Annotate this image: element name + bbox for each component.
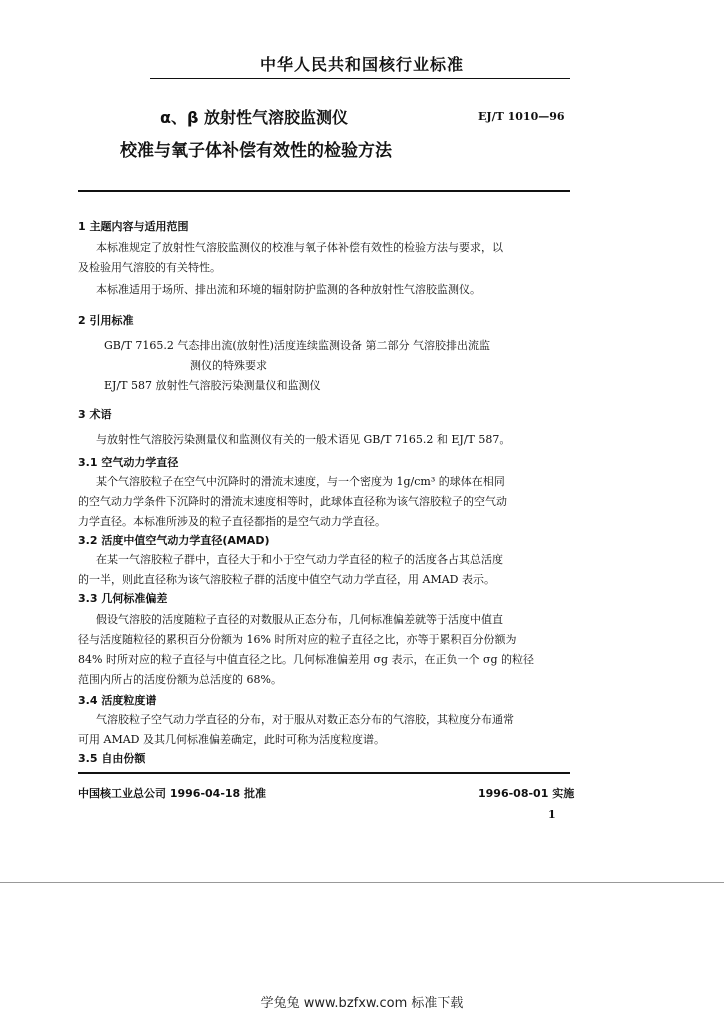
paragraph-line: 本标准适用于场所、排出流和环境的辐射防护监测的各种放射性气溶胶监测仪。 (96, 283, 481, 296)
paragraph-line: 的空气动力学条件下沉降时的滑流末速度相等时，此球体直径称为该气溶胶粒子的空气动 (78, 495, 507, 508)
paragraph-line: 在某一气溶胶粒子群中，直径大于和小于空气动力学直径的粒子的活度各占其总活度 (96, 553, 503, 566)
header-rule (150, 78, 570, 79)
reference-item: EJ/T 587 放射性气溶胶污染测量仪和监测仪 (104, 379, 321, 392)
section-heading-3: 3 术语 (78, 408, 112, 421)
reference-item-cont: 测仪的特殊要求 (190, 359, 267, 372)
reference-item: GB/T 7165.2 气态排出流(放射性)活度连续监测设备 第二部分 气溶胶排出流监 (104, 339, 490, 352)
subsection-heading-3-2: 3.2 活度中值空气动力学直径(AMAD) (78, 534, 270, 547)
page-number: 1 (548, 808, 556, 821)
paragraph-line: 范围内所占的活度份额为总活度的 68%。 (78, 673, 282, 686)
paragraph-line: 假设气溶胶的活度随粒子直径的对数服从正态分布，几何标准偏差就等于活度中值直 (96, 613, 503, 626)
title-rule (78, 190, 570, 192)
paragraph-line: 本标准规定了放射性气溶胶监测仪的校准与氧子体补偿有效性的检验方法与要求，以 (96, 241, 503, 254)
section-heading-1: 1 主题内容与适用范围 (78, 220, 189, 233)
title-line-1: α、β 放射性气溶胶监测仪 (160, 108, 349, 127)
paragraph-line: 与放射性气溶胶污染测量仪和监测仪有关的一般术语见 GB/T 7165.2 和 EJ/T 587。 (96, 433, 511, 446)
standard-code: EJ/T 1010—96 (478, 110, 565, 123)
page-edge-rule (0, 882, 724, 883)
paragraph-line: 可用 AMAD 及其几何标准偏差确定，此时可称为活度粒度谱。 (78, 733, 385, 746)
title-line-2: 校准与氧子体补偿有效性的检验方法 (120, 141, 392, 161)
implementation-date: 1996-08-01 实施 (478, 787, 575, 800)
paragraph-line: 的一半，则此直径称为该气溶胶粒子群的活度中值空气动力学直径，用 AMAD 表示。 (78, 573, 495, 586)
paragraph-line: 某个气溶胶粒子在空气中沉降时的滑流末速度，与一个密度为 1g/cm³ 的球体在相同 (96, 475, 505, 488)
paragraph-line: 力学直径。本标准所涉及的粒子直径都指的是空气动力学直径。 (78, 515, 386, 528)
section-heading-2: 2 引用标准 (78, 314, 134, 327)
paragraph-line: 径与活度随粒径的累积百分份额为 16% 时所对应的粒子直径之比，亦等于累积百分份额为 (78, 633, 517, 646)
approval-date: 中国核工业总公司 1996-04-18 批准 (78, 787, 267, 800)
footer-rule (78, 772, 570, 774)
paragraph-line: 气溶胶粒子空气动力学直径的分布，对于服从对数正态分布的气溶胶，其粒度分布通常 (96, 713, 514, 726)
paragraph-line: 84% 时所对应的粒子直径与中值直径之比。几何标准偏差用 σg 表示，在正负一个 σg 的粒径 (78, 653, 535, 666)
standard-category: 中华人民共和国核行业标准 (259, 55, 464, 74)
subsection-heading-3-5: 3.5 自由份额 (78, 752, 146, 765)
site-watermark: 学兔兔 www.bzfxw.com 标准下载 (260, 996, 464, 1011)
subsection-heading-3-1: 3.1 空气动力学直径 (78, 456, 179, 469)
subsection-heading-3-4: 3.4 活度粒度谱 (78, 694, 157, 707)
paragraph-line: 及检验用气溶胶的有关特性。 (78, 261, 221, 274)
subsection-heading-3-3: 3.3 几何标准偏差 (78, 592, 168, 605)
